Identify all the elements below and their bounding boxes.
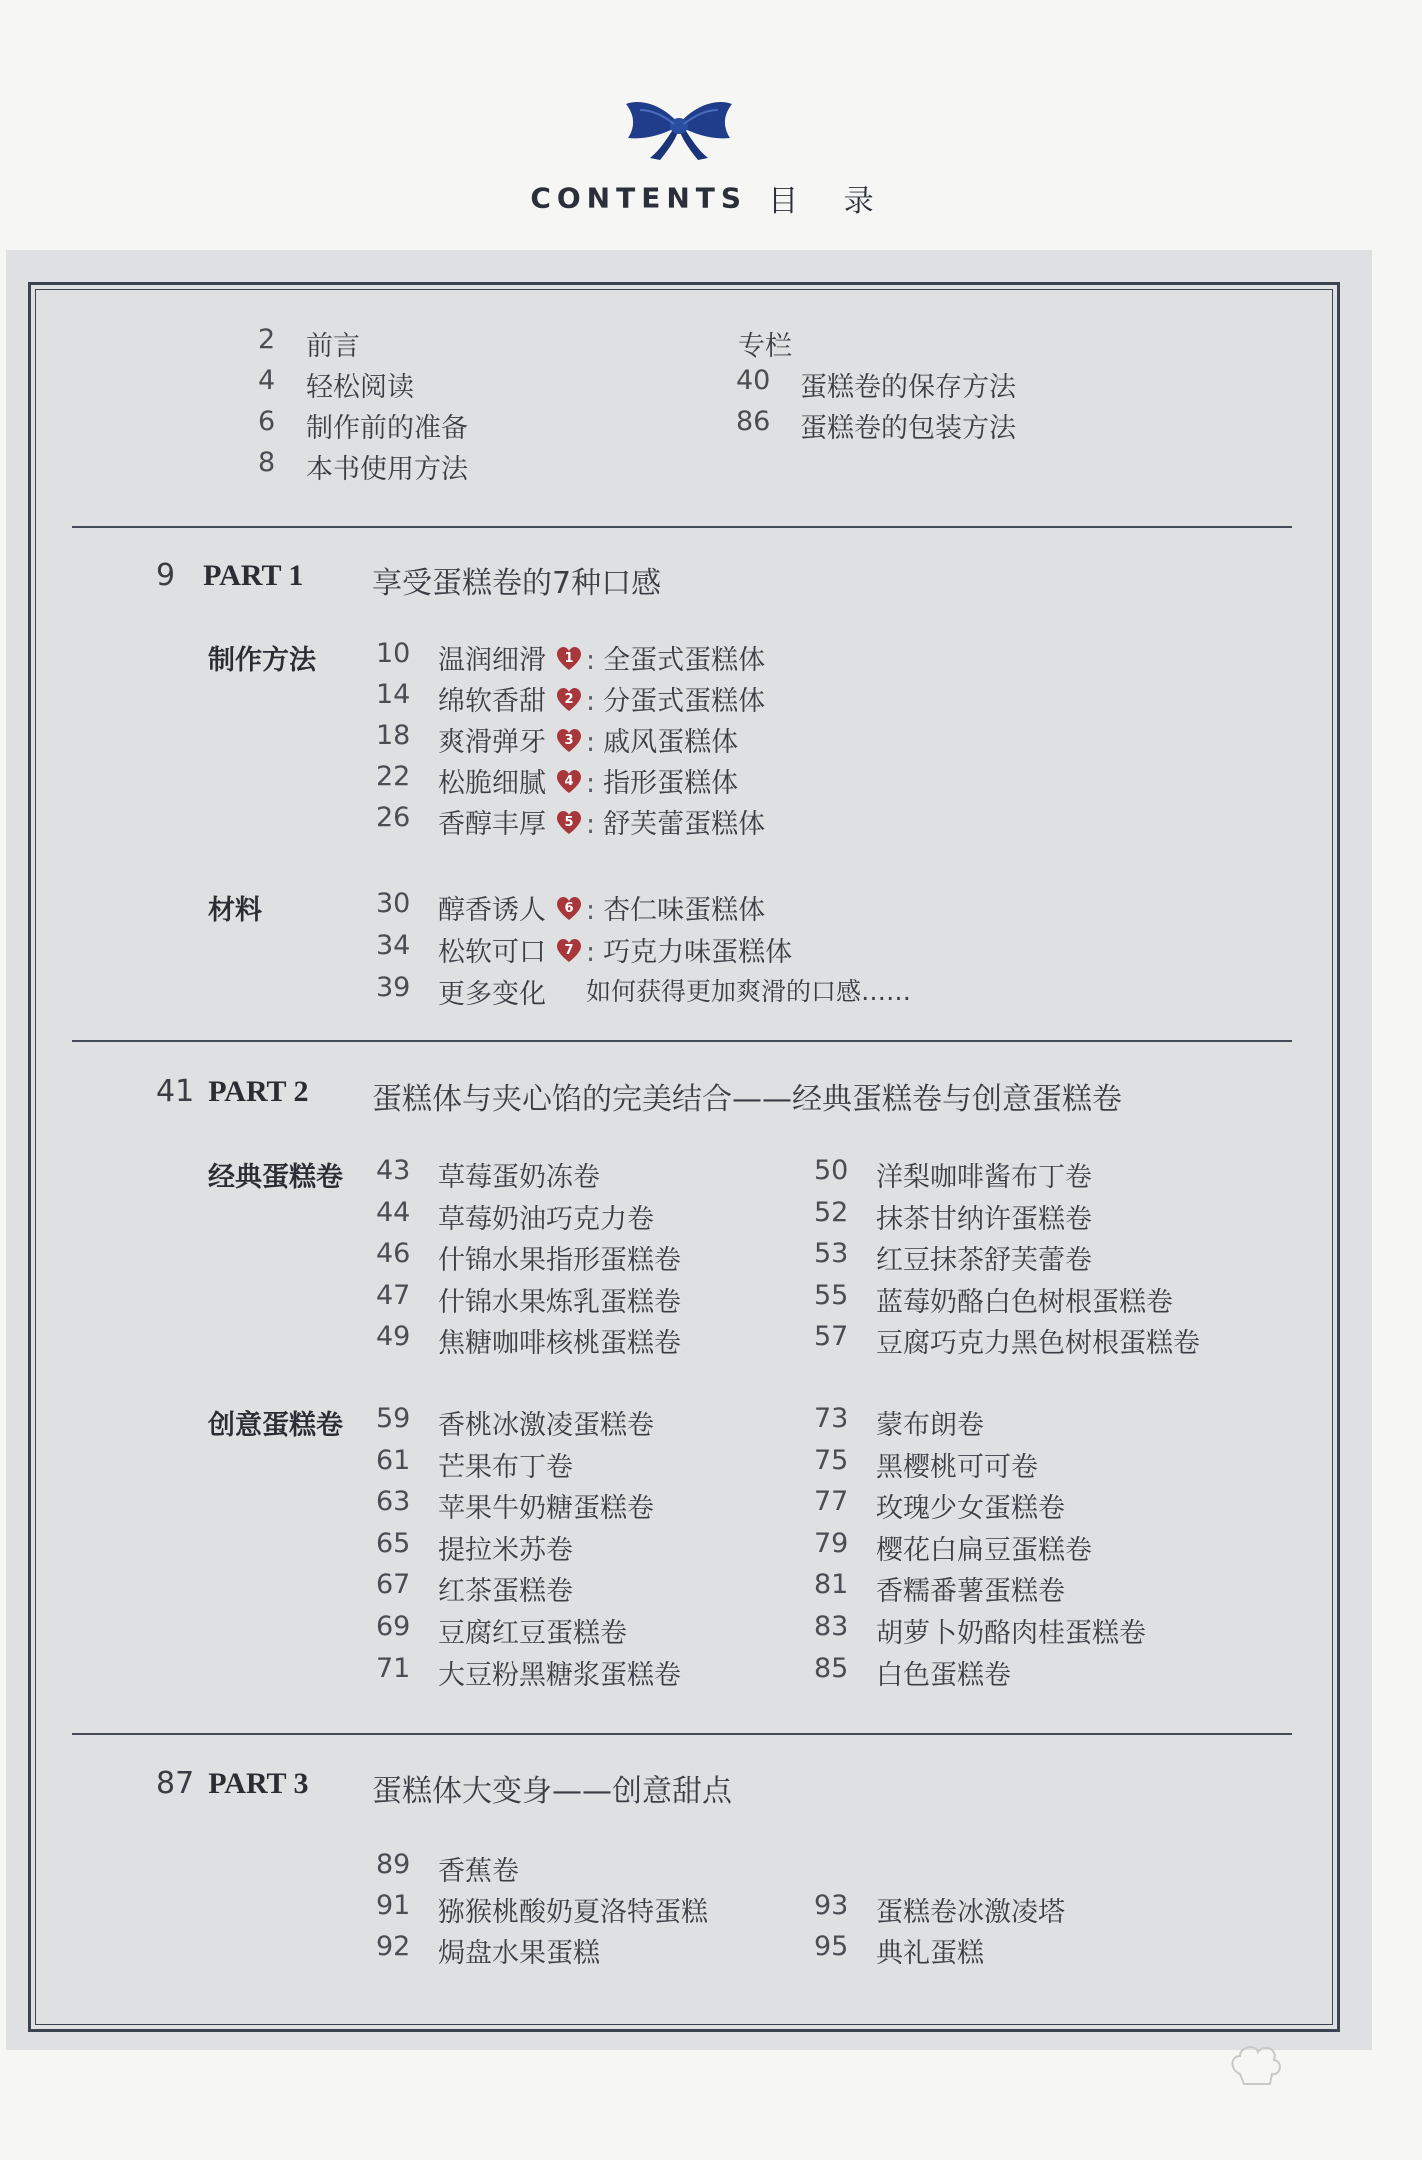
part-heading[interactable]: 41 PART 2 — [156, 1074, 309, 1109]
chef-hat-watermark-icon — [1226, 2040, 1286, 2090]
toc-entry-title[interactable]: 猕猴桃酸奶夏洛特蛋糕 — [438, 1897, 708, 1928]
toc-entry-page[interactable]: 46 — [376, 1238, 411, 1270]
toc-entry-page[interactable]: 53 — [814, 1238, 849, 1270]
toc-entry-title[interactable]: 轻松阅读 — [306, 372, 414, 403]
category-label: 创意蛋糕卷 — [208, 1410, 343, 1441]
toc-entry-title[interactable]: 蛋糕卷冰激凌塔 — [876, 1897, 1065, 1928]
heart-number-icon — [556, 938, 582, 964]
toc-entry-page[interactable]: 69 — [376, 1611, 411, 1642]
toc-entry-title[interactable]: 前言 — [306, 331, 360, 362]
heart-number-icon — [556, 896, 582, 922]
title-chinese: 目 录 — [768, 184, 892, 219]
colon-separator: : — [586, 895, 596, 926]
toc-entry-page[interactable]: 30 — [376, 888, 411, 919]
colon-separator: : — [586, 686, 596, 717]
toc-entry-title[interactable]: 提拉米苏卷 — [438, 1534, 573, 1566]
toc-entry-subtitle: 舒芙蕾蛋糕体 — [603, 809, 766, 840]
toc-entry[interactable]: 6 — [258, 406, 276, 437]
toc-entry-title[interactable]: 大豆粉黑糖浆蛋糕卷 — [438, 1659, 681, 1691]
toc-entry-title[interactable]: 蛋糕卷的保存方法 — [800, 372, 1016, 403]
toc-entry-page[interactable]: 57 — [814, 1321, 849, 1353]
toc-entry-title[interactable]: 苹果牛奶糖蛋糕卷 — [438, 1493, 654, 1525]
category-label: 材料 — [208, 895, 262, 926]
toc-entry-page[interactable]: 50 — [814, 1155, 849, 1186]
toc-entry-subtitle: 戚风蛋糕体 — [603, 727, 739, 758]
toc-entry-page[interactable]: 67 — [376, 1569, 411, 1601]
heart-number: 6 — [564, 901, 574, 916]
toc-entry-subtitle: 杏仁味蛋糕体 — [603, 895, 766, 926]
part-heading[interactable]: 9 PART 1 — [156, 558, 304, 593]
toc-entry-page[interactable]: 77 — [814, 1486, 849, 1518]
toc-entry-title[interactable]: 制作前的准备 — [306, 413, 468, 444]
colon-separator: : — [586, 727, 596, 758]
toc-entry-page[interactable]: 22 — [376, 761, 411, 792]
toc-entry[interactable]: 2 — [258, 324, 276, 355]
toc-entry-title[interactable]: 抹茶甘纳许蛋糕卷 — [876, 1203, 1092, 1235]
heart-number: 1 — [564, 651, 574, 666]
toc-entry-title[interactable]: 焦糖咖啡核桃蛋糕卷 — [438, 1328, 681, 1360]
toc-entry[interactable] — [438, 802, 765, 841]
toc-entry-page[interactable]: 44 — [376, 1196, 411, 1228]
toc-entry-page[interactable]: 93 — [814, 1890, 849, 1921]
toc-entry-page[interactable]: 26 — [376, 802, 411, 833]
toc-entry-title[interactable]: 更多变化 — [438, 979, 546, 1010]
heart-number: 4 — [564, 774, 574, 789]
toc-entry-subtitle: 巧克力味蛋糕体 — [603, 937, 793, 968]
toc-entry-page[interactable]: 47 — [376, 1279, 411, 1311]
toc-entry[interactable]: 40 — [736, 365, 771, 396]
section-divider — [72, 526, 1292, 528]
toc-entry-title[interactable]: 焗盘水果蛋糕 — [438, 1938, 600, 1969]
toc-entry-title[interactable]: 香桃冰激凌蛋糕卷 — [438, 1410, 654, 1441]
toc-entry-title[interactable]: 什锦水果指形蛋糕卷 — [438, 1245, 681, 1277]
toc-entry-title[interactable]: 樱花白扁豆蛋糕卷 — [876, 1534, 1092, 1566]
toc-entry-title[interactable]: 胡萝卜奶酪肉桂蛋糕卷 — [876, 1618, 1146, 1649]
colon-separator: : — [586, 937, 596, 968]
colon-separator: : — [586, 768, 596, 799]
toc-entry-page[interactable]: 73 — [814, 1403, 849, 1434]
toc-entry-title[interactable]: 玫瑰少女蛋糕卷 — [876, 1493, 1065, 1525]
toc-entry-subtitle: 指形蛋糕体 — [603, 768, 739, 799]
heart-number-icon — [556, 810, 582, 836]
toc-entry-title: 爽滑弹牙 — [438, 727, 546, 758]
toc-entry-page[interactable]: 65 — [376, 1527, 411, 1559]
toc-entry-page[interactable]: 59 — [376, 1403, 411, 1434]
toc-entry-title: 松软可口 — [438, 937, 546, 968]
bow-ribbon-icon — [620, 96, 738, 162]
toc-entry-page[interactable]: 75 — [814, 1444, 849, 1476]
heart-number-icon — [556, 728, 582, 754]
toc-entry-title[interactable]: 红豆抹茶舒芙蕾卷 — [876, 1245, 1092, 1277]
toc-entry-page[interactable]: 49 — [376, 1321, 411, 1353]
toc-entry-page[interactable]: 63 — [376, 1486, 411, 1518]
section-divider — [72, 1733, 1292, 1735]
toc-entry-page[interactable]: 14 — [376, 679, 411, 710]
toc-entry-page[interactable]: 43 — [376, 1155, 411, 1186]
toc-entry-page[interactable]: 89 — [376, 1849, 411, 1880]
toc-entry-page[interactable]: 18 — [376, 720, 411, 751]
toc-entry-title[interactable]: 芒果布丁卷 — [438, 1451, 573, 1483]
part-title[interactable]: 享受蛋糕卷的7种口感 — [372, 566, 662, 601]
toc-entry-title[interactable]: 草莓蛋奶冻卷 — [438, 1162, 600, 1193]
toc-entry-page[interactable]: 83 — [814, 1611, 849, 1642]
colon-separator: : — [586, 645, 596, 676]
toc-entry-page[interactable]: 79 — [814, 1527, 849, 1559]
category-label: 制作方法 — [208, 645, 316, 676]
colon-separator: : — [586, 809, 596, 840]
toc-entry[interactable] — [438, 888, 765, 927]
heart-number: 3 — [564, 733, 574, 748]
toc-entry-page[interactable]: 71 — [376, 1652, 411, 1684]
toc-entry[interactable] — [438, 679, 765, 718]
toc-entry[interactable] — [438, 761, 738, 800]
toc-entry-title: 绵软香甜 — [438, 686, 546, 717]
toc-entry-title: 香醇丰厚 — [438, 809, 546, 840]
toc-entry-title[interactable]: 典礼蛋糕 — [876, 1938, 984, 1969]
toc-entry[interactable] — [438, 720, 738, 759]
toc-entry-subtitle: 全蛋式蛋糕体 — [603, 645, 766, 676]
toc-entry-page[interactable]: 92 — [376, 1931, 411, 1962]
toc-entry-title[interactable]: 白色蛋糕卷 — [876, 1659, 1011, 1691]
toc-entry-page[interactable]: 10 — [376, 638, 411, 669]
toc-entry-title[interactable]: 蓝莓奶酪白色树根蛋糕卷 — [876, 1286, 1173, 1318]
toc-entry-page[interactable]: 91 — [376, 1890, 411, 1921]
heart-number: 2 — [564, 692, 574, 707]
page-title — [0, 176, 1422, 219]
toc-entry-title[interactable]: 红茶蛋糕卷 — [438, 1576, 573, 1608]
toc-entry-title[interactable]: 什锦水果炼乳蛋糕卷 — [438, 1286, 681, 1318]
toc-entry-title[interactable]: 洋梨咖啡酱布丁卷 — [876, 1162, 1092, 1193]
toc-entry[interactable] — [438, 930, 792, 969]
toc-entry-title[interactable]: 本书使用方法 — [306, 454, 468, 485]
toc-entry-title[interactable]: 蒙布朗卷 — [876, 1410, 984, 1441]
toc-entry-page[interactable]: 55 — [814, 1279, 849, 1311]
category-label: 经典蛋糕卷 — [208, 1162, 343, 1193]
heart-number-icon — [556, 769, 582, 795]
toc-entry-page[interactable]: 61 — [376, 1444, 411, 1476]
toc-entry[interactable]: 8 — [258, 447, 276, 478]
toc-entry-subtitle: 分蛋式蛋糕体 — [603, 686, 766, 717]
toc-entry-title[interactable]: 香糯番薯蛋糕卷 — [876, 1576, 1065, 1608]
heart-number-icon — [556, 646, 582, 672]
title-english: CONTENTS — [530, 181, 748, 215]
toc-entry-page[interactable]: 34 — [376, 930, 411, 961]
part-title[interactable]: 蛋糕体与夹心馅的完美结合——经典蛋糕卷与创意蛋糕卷 — [372, 1082, 1122, 1117]
toc-entry-title[interactable]: 黑樱桃可可卷 — [876, 1451, 1038, 1483]
toc-entry[interactable]: 4 — [258, 365, 276, 396]
heart-number-icon — [556, 687, 582, 713]
toc-entry-title: 温润细滑 — [438, 645, 546, 676]
heart-number: 7 — [564, 943, 574, 958]
toc-entry-page[interactable]: 52 — [814, 1196, 849, 1228]
toc-entry-title: 松脆细腻 — [438, 768, 546, 799]
part-title[interactable]: 蛋糕体大变身——创意甜点 — [372, 1774, 732, 1809]
toc-entry-title[interactable]: 香蕉卷 — [438, 1856, 519, 1887]
toc-entry[interactable]: 86 — [736, 406, 771, 437]
toc-entry-page[interactable]: 95 — [814, 1931, 849, 1962]
toc-entry-title: 醇香诱人 — [438, 895, 546, 926]
part-heading[interactable]: 87 PART 3 — [156, 1766, 309, 1801]
toc-entry-title[interactable]: 豆腐巧克力黑色树根蛋糕卷 — [876, 1328, 1200, 1360]
toc-entry-subtitle[interactable]: 如何获得更加爽滑的口感…… — [586, 977, 912, 1006]
section-divider — [72, 1040, 1292, 1042]
toc-entry-page[interactable]: 85 — [814, 1652, 849, 1684]
toc-entry-title[interactable]: 草莓奶油巧克力卷 — [438, 1203, 654, 1235]
toc-entry-page[interactable]: 81 — [814, 1569, 849, 1601]
toc-entry[interactable]: 39 — [376, 972, 411, 1003]
toc-entry-title[interactable]: 豆腐红豆蛋糕卷 — [438, 1618, 627, 1649]
toc-entry[interactable] — [438, 638, 765, 677]
toc-entry-title[interactable]: 蛋糕卷的包装方法 — [800, 413, 1016, 444]
heart-number: 5 — [564, 815, 574, 830]
column-heading: 专栏 — [738, 331, 792, 362]
